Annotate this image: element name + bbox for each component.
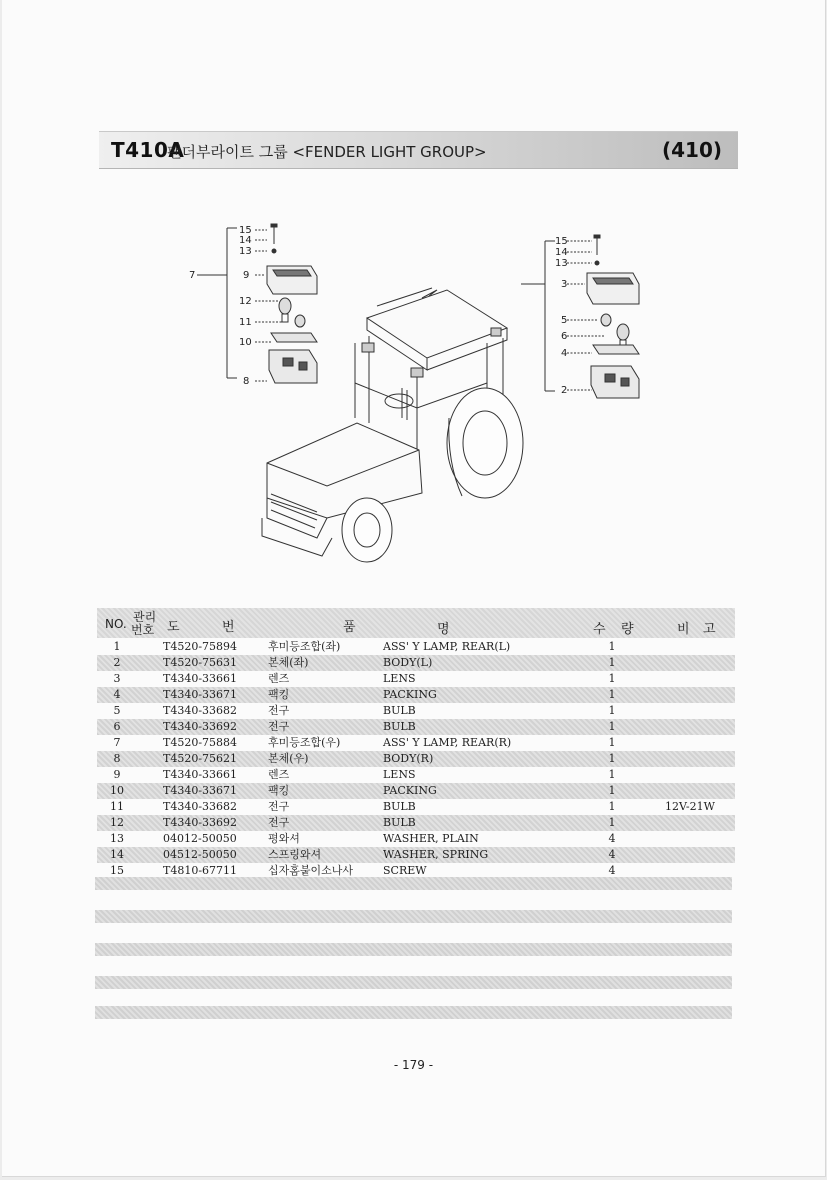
quantity: 4 bbox=[608, 832, 616, 845]
part-name-korean: 전구 bbox=[268, 720, 290, 733]
diagram-label: 2 bbox=[561, 385, 568, 396]
part-number: 04512-50050 bbox=[163, 848, 237, 861]
group-title: 팬더부라이트 그룹 <FENDER LIGHT GROUP> bbox=[167, 143, 487, 161]
empty-row-band bbox=[95, 877, 732, 890]
row-number: 8 bbox=[113, 752, 121, 765]
header-drawing-2: 번 bbox=[222, 620, 235, 635]
part-number: T4520-75884 bbox=[163, 736, 238, 749]
part-number: 04012-50050 bbox=[163, 832, 237, 845]
header-qty-2: 량 bbox=[621, 622, 634, 637]
diagram-label: 8 bbox=[243, 376, 250, 387]
diagram-label: 11 bbox=[239, 317, 252, 328]
page-number: - 179 - bbox=[393, 1058, 434, 1072]
part-name-english: LENS bbox=[383, 768, 416, 781]
quantity: 1 bbox=[608, 752, 616, 765]
diagram-label: 12 bbox=[239, 296, 252, 307]
part-number: T4340-33692 bbox=[163, 816, 238, 829]
part-name-english: BULB bbox=[383, 800, 416, 813]
diagram-label: 6 bbox=[561, 331, 568, 342]
part-name-english: BULB bbox=[383, 816, 416, 829]
quantity: 1 bbox=[608, 656, 616, 669]
diagram-label: 13 bbox=[239, 246, 252, 257]
diagram-label: 15 bbox=[555, 236, 568, 247]
part-name-english: WASHER, SPRING bbox=[383, 848, 489, 861]
table-row bbox=[97, 671, 735, 687]
quantity: 1 bbox=[608, 672, 616, 685]
part-name-english: PACKING bbox=[383, 784, 437, 797]
table-row bbox=[97, 847, 735, 863]
part-name-english: BODY(L) bbox=[383, 656, 433, 669]
diagram-label: 14 bbox=[239, 235, 252, 246]
diagram-label: 9 bbox=[243, 270, 250, 281]
part-name-korean: 렌즈 bbox=[268, 672, 290, 685]
part-number: T4520-75894 bbox=[163, 640, 238, 653]
row-number: 15 bbox=[110, 864, 124, 877]
header-mgmt-bottom: 번호 bbox=[131, 623, 155, 637]
quantity: 1 bbox=[608, 720, 616, 733]
row-number: 1 bbox=[113, 640, 121, 653]
part-name-korean: 평와셔 bbox=[268, 832, 300, 845]
header-no: NO. bbox=[105, 617, 127, 631]
parts-table-header bbox=[97, 608, 735, 638]
diagram-label: 3 bbox=[561, 279, 568, 290]
empty-row-band bbox=[95, 910, 732, 923]
part-name-english: SCREW bbox=[383, 864, 427, 877]
header-name-1: 품 bbox=[343, 620, 356, 635]
table-row bbox=[97, 639, 735, 655]
row-number: 7 bbox=[113, 736, 121, 749]
part-name-korean: 팩킹 bbox=[268, 688, 290, 701]
part-number: T4340-33671 bbox=[163, 784, 238, 797]
part-name-english: ASS' Y LAMP, REAR(L) bbox=[383, 640, 511, 653]
part-name-korean: 스프링와셔 bbox=[268, 848, 322, 861]
header-mgmt-top: 관리 bbox=[133, 610, 157, 624]
part-name-english: BULB bbox=[383, 704, 416, 717]
parts-table-body bbox=[97, 639, 735, 879]
diagram-label: 10 bbox=[239, 337, 252, 348]
quantity: 1 bbox=[608, 704, 616, 717]
group-title-bar bbox=[99, 131, 738, 169]
group-code: T410A bbox=[111, 138, 185, 162]
part-number: T4520-75621 bbox=[163, 752, 238, 765]
quantity: 1 bbox=[608, 736, 616, 749]
part-name-korean: 본체(우) bbox=[268, 752, 309, 765]
row-number: 10 bbox=[110, 784, 124, 797]
part-name-korean: 십자홈붙이소나사 bbox=[268, 864, 354, 877]
part-name-english: BODY(R) bbox=[383, 752, 434, 765]
diagram-label: 15 bbox=[239, 225, 252, 236]
row-number: 2 bbox=[113, 656, 121, 669]
part-number: T4340-33682 bbox=[163, 704, 238, 717]
quantity: 1 bbox=[608, 816, 616, 829]
part-number: T4340-33692 bbox=[163, 720, 238, 733]
diagram-label: 14 bbox=[555, 247, 568, 258]
row-number: 9 bbox=[113, 768, 121, 781]
quantity: 4 bbox=[608, 864, 616, 877]
catalog-page bbox=[2, 0, 826, 1177]
empty-row-band bbox=[95, 1006, 732, 1019]
diagram-label: 5 bbox=[561, 315, 568, 326]
quantity: 1 bbox=[608, 784, 616, 797]
part-number: T4340-33661 bbox=[163, 768, 238, 781]
diagram-label: 13 bbox=[555, 258, 568, 269]
table-row bbox=[97, 719, 735, 735]
empty-row-band bbox=[95, 943, 732, 956]
row-number: 14 bbox=[110, 848, 124, 861]
part-name-korean: 렌즈 bbox=[268, 768, 290, 781]
diagram-label: 4 bbox=[561, 348, 568, 359]
row-number: 6 bbox=[113, 720, 121, 733]
table-row bbox=[97, 655, 735, 671]
part-name-english: BULB bbox=[383, 720, 416, 733]
header-drawing-1: 도 bbox=[167, 620, 180, 635]
table-row bbox=[97, 751, 735, 767]
part-name-english: ASS' Y LAMP, REAR(R) bbox=[383, 736, 512, 749]
table-row bbox=[97, 799, 735, 815]
part-number: T4340-33682 bbox=[163, 800, 238, 813]
table-row bbox=[97, 735, 735, 751]
part-name-korean: 전구 bbox=[268, 800, 290, 813]
row-number: 3 bbox=[113, 672, 121, 685]
part-name-korean: 본체(좌) bbox=[268, 656, 309, 669]
table-row bbox=[97, 783, 735, 799]
part-name-korean: 전구 bbox=[268, 816, 290, 829]
table-row bbox=[97, 815, 735, 831]
quantity: 1 bbox=[608, 688, 616, 701]
row-number: 4 bbox=[113, 688, 121, 701]
part-name-english: LENS bbox=[383, 672, 416, 685]
table-row bbox=[97, 831, 735, 847]
quantity: 1 bbox=[608, 640, 616, 653]
part-name-korean: 후미등조합(좌) bbox=[268, 640, 341, 653]
row-number: 12 bbox=[110, 816, 124, 829]
quantity: 1 bbox=[608, 768, 616, 781]
part-number: T4340-33661 bbox=[163, 672, 238, 685]
header-remarks-2: 고 bbox=[703, 622, 716, 637]
header-remarks-1: 비 bbox=[677, 622, 690, 637]
part-number: T4810-67711 bbox=[163, 864, 238, 877]
table-row bbox=[97, 703, 735, 719]
header-name-2: 명 bbox=[437, 622, 450, 637]
diagram-label: 7 bbox=[189, 270, 196, 281]
part-number: T4520-75631 bbox=[163, 656, 238, 669]
table-row bbox=[97, 767, 735, 783]
empty-row-band bbox=[95, 976, 732, 989]
quantity: 1 bbox=[608, 800, 616, 813]
exploded-parts-diagram bbox=[187, 218, 667, 563]
quantity: 4 bbox=[608, 848, 616, 861]
part-name-korean: 전구 bbox=[268, 704, 290, 717]
part-name-korean: 팩킹 bbox=[268, 784, 290, 797]
header-qty-1: 수 bbox=[593, 622, 606, 637]
remarks: 12V-21W bbox=[665, 800, 715, 813]
part-name-english: WASHER, PLAIN bbox=[383, 832, 479, 845]
part-number: T4340-33671 bbox=[163, 688, 238, 701]
row-number: 13 bbox=[110, 832, 124, 845]
table-row bbox=[97, 687, 735, 703]
group-number: (410) bbox=[661, 138, 722, 162]
row-number: 5 bbox=[113, 704, 121, 717]
part-name-korean: 후미등조합(우) bbox=[268, 736, 341, 749]
part-name-english: PACKING bbox=[383, 688, 437, 701]
row-number: 11 bbox=[110, 800, 124, 813]
